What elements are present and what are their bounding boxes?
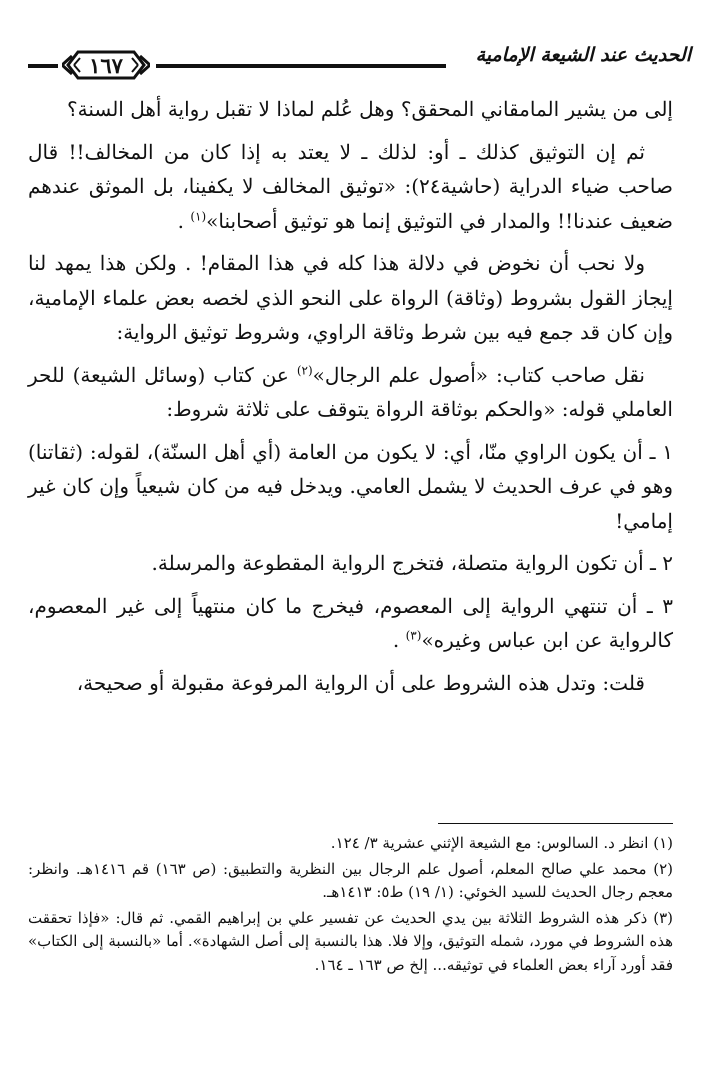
paragraph-4-text-b: عن كتاب (وسائل الشيعة) للحر العاملي قوله: «والحكم بوثاقة الرواة يتوقف على ثلاثة شروط: (28, 362, 673, 421)
footnote-ref-2: (٢) (296, 362, 313, 377)
footnote-ref-3: (٣) (405, 628, 422, 643)
page-header (28, 40, 691, 84)
page-number: ١٦٧ (89, 53, 123, 78)
running-title: الحديث عند الشيعة الإمامية (475, 44, 691, 66)
footnote-2: (٢) محمد علي صالح المعلم، أصول علم الرجال بين النظرية والتطبيق: (ص ١٦٣) قم ١٤١٦هـ. وانظر: معجم رجال الحديث للسيد الخوئي: (١/ ١٩) ط٥: ١٤١٣هـ. (28, 859, 673, 901)
condition-1: ١ ـ أن يكون الراوي منّا، أي: لا يكون من العامة (أي أهل السنّة)، لقوله: (ثقاتنا) وهو في عرف الحديث لا يشمل العامي. ويدخل فيه من كان شيعياً وإن كان غير إمامي! (28, 439, 673, 533)
paragraph-2 (28, 135, 673, 239)
footnote-separator (438, 823, 673, 824)
condition-3-text: ٣ ـ أن تنتهي الرواية إلى المعصوم، فيخرج ما كان منتهياً إلى غير المعصوم، كالرواية عن ابن عباس وغيره» (28, 593, 673, 652)
paragraph-4 (28, 358, 673, 427)
footnote-ref-1: (١) (190, 208, 207, 223)
condition-2: ٢ ـ أن تكون الرواية متصلة، فتخرج الرواية المقطوعة والمرسلة. (151, 551, 673, 575)
paragraph-2-end: . (177, 208, 184, 233)
main-text (28, 92, 673, 708)
header-rule-left (28, 64, 58, 68)
condition-3 (28, 589, 673, 658)
paragraph-2-text: ثم إن التوثيق كذلك ـ أو: لذلك ـ لا يعتد به إذا كان من المخالف!! قال صاحب ضياء الدراية (حاشية٢٤): «توثيق المخالف لا يكفينا، بل الموثق عندهم ضعيف عندنا!! والمدار في التوثيق إنما هو توثيق أصحابنا» (28, 139, 674, 233)
paragraph-5: قلت: وتدل هذه الشروط على أن الرواية المرفوعة مقبولة أو صحيحة، (76, 670, 645, 695)
footnote-3: (٣) ذكر هذه الشروط الثلاثة بين يدي الحديث عن تفسير علي بن إبراهيم القمي. ثم قال: «فإذا تحققت هذه الشروط في مورد، شمله التوثيق، وإلا فلا. هذا بالنسبة إلى أصل الشهادة». أما «بالنسبة إلى الكتاب» فقد أورد آراء بعض العلماء في توثيقه... إلخ ص ١٦٣ ـ ١٦٤. (28, 908, 673, 974)
paragraph-4-text-a: نقل صاحب كتاب: «أصول علم الرجال» (312, 362, 645, 387)
footnotes (28, 832, 673, 979)
footnote-1: (١) انظر د. السالوس: مع الشيعة الإثني عشرية ٣/ ١٢٤. (330, 834, 673, 852)
header-rule-middle (156, 64, 446, 68)
paragraph-3: ولا نحب أن نخوض في دلالة هذا كله في هذا المقام! . ولكن هذا يمهد لنا إيجاز القول بشروط (وثاقة) الرواة على النحو الذي لخصه بعض علماء الإمامية، وإن كان قد جمع فيه بين شرط وثاقة الراوي، وشروط توثيق الرواية: (28, 251, 673, 344)
condition-3-end: . (392, 628, 400, 652)
paragraph-1: إلى من يشير المامقاني المحقق؟ وهل عُلم لماذا لا تقبل رواية أهل السنة؟ (66, 97, 673, 121)
